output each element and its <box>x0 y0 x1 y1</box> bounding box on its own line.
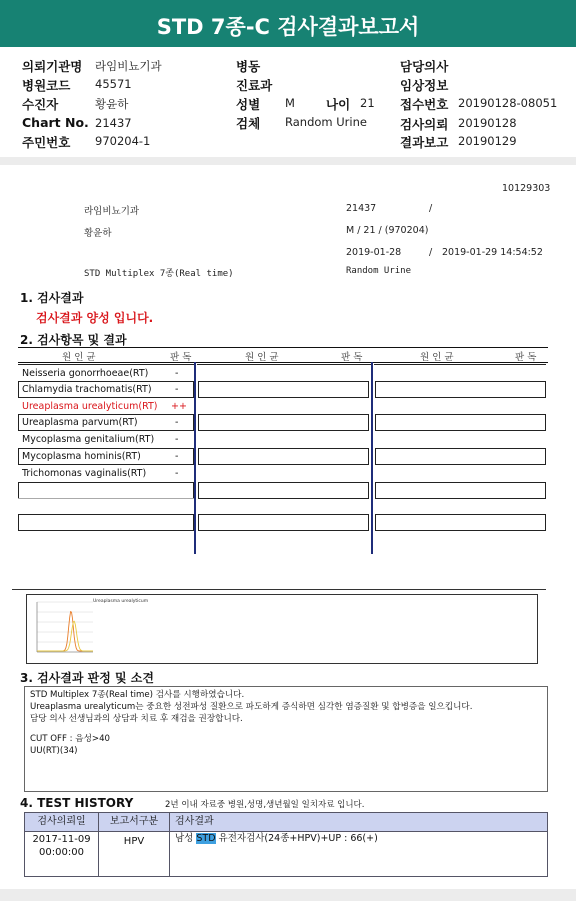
finding-line: STD Multiplex 7종(Real time) 검사를 시행하였습니다. <box>30 690 245 700</box>
label-resident-number: 주민번호 <box>22 135 71 150</box>
col-report-type: 보고서구분 <box>99 813 170 831</box>
history-result-highlight: STD <box>196 833 216 844</box>
label-sex: 성별 <box>236 97 261 112</box>
history-col-divider <box>169 830 170 876</box>
empty-result-row <box>198 514 369 531</box>
label-report-date: 결과보고 <box>400 135 449 150</box>
history-result <box>175 830 378 844</box>
chart-grid <box>37 602 93 652</box>
organism-result: - <box>175 434 179 445</box>
organism-result-positive: ++ <box>171 401 187 412</box>
organism-name-positive: Ureaplasma urealyticum(RT) <box>22 401 158 412</box>
page-bottom-band <box>0 889 576 901</box>
organism-result: - <box>175 368 179 379</box>
organism-name: Chlamydia trachomatis(RT) <box>22 384 152 395</box>
organism-result: - <box>175 468 179 479</box>
label-department: 진료과 <box>236 78 273 93</box>
history-table-header <box>24 812 548 832</box>
report-specimen: Random Urine <box>346 266 412 276</box>
history-time: 00:00:00 <box>39 847 84 858</box>
col-header-reading: 판 독 <box>170 352 192 363</box>
history-type: HPV <box>123 836 145 847</box>
uu-ct-line: UU(RT)(34) <box>30 746 78 756</box>
report-number: 10129303 <box>502 183 551 194</box>
report-sex-age: M / 21 / (970204) <box>346 225 429 236</box>
history-result-prefix: 남성 <box>175 833 197 844</box>
value-sex: M <box>285 96 295 110</box>
label-requesting-institution: 의뢰기관명 <box>22 59 83 74</box>
chart-legend: Ureaplasma urealyticum <box>93 599 149 604</box>
amplification-chart <box>31 596 117 662</box>
value-report-date: 20190129 <box>458 134 517 148</box>
history-date: 2017-11-09 <box>32 834 91 845</box>
organism-result: - <box>175 384 179 395</box>
report-reported: 2019-01-29 14:54:52 <box>442 247 543 258</box>
history-note: 2년 이내 자료중 병원,성명,생년월일 일치자료 입니다. <box>165 800 365 810</box>
column-divider <box>194 362 196 554</box>
col-header-reading: 판 독 <box>341 352 363 363</box>
chart-curve <box>37 612 93 651</box>
value-patient: 황윤하 <box>95 97 129 111</box>
report-test-name: STD Multiplex 7종(Real time) <box>84 269 234 279</box>
label-specimen: 검체 <box>236 116 261 131</box>
col-header-organism: 원 인 균 <box>420 352 454 363</box>
organism-name: Ureaplasma parvum(RT) <box>22 417 138 428</box>
report-chart: 21437 <box>346 203 377 214</box>
amplification-chart-frame <box>26 594 538 664</box>
positive-result-text: 검사결과 양성 입니다. <box>36 311 154 325</box>
empty-result-row <box>375 514 546 531</box>
col-header-organism: 원 인 균 <box>62 352 96 363</box>
col-header-organism: 원 인 균 <box>245 352 279 363</box>
row-line <box>374 364 546 365</box>
label-attending-doctor: 담당의사 <box>400 59 449 74</box>
organism-name: Mycoplasma genitalium(RT) <box>22 434 155 445</box>
report-patient: 황윤하 <box>84 228 112 239</box>
label-chart-no: Chart No. <box>22 115 89 130</box>
value-accession-number: 20190128-08051 <box>458 96 558 110</box>
organism-name: Mycoplasma hominis(RT) <box>22 451 141 462</box>
history-result-suffix: 유전자검사(24종+HPV)+UP : 66(+) <box>215 833 378 844</box>
report-slash: / <box>429 203 433 214</box>
empty-result-row <box>198 414 369 431</box>
header-separator <box>0 157 576 165</box>
organism-result: - <box>175 451 179 462</box>
cutoff-line: CUT OFF : 음성>40 <box>30 734 111 744</box>
label-hospital-code: 병원코드 <box>22 78 71 93</box>
chart-lines <box>37 612 93 651</box>
findings-box <box>24 686 548 792</box>
col-header-reading: 판 독 <box>515 352 537 363</box>
row-line <box>18 364 194 365</box>
value-age: 21 <box>360 96 375 110</box>
label-accession-number: 접수번호 <box>400 97 449 112</box>
empty-result-row <box>18 514 194 531</box>
empty-result-row <box>198 482 369 499</box>
empty-result-row <box>18 482 194 499</box>
value-request-date: 20190128 <box>458 116 517 130</box>
report-received: 2019-01-28 <box>346 247 402 258</box>
empty-result-row <box>375 414 546 431</box>
value-specimen: Random Urine <box>285 115 367 129</box>
row-line <box>18 498 194 499</box>
organism-name: Trichomonas vaginalis(RT) <box>22 468 147 479</box>
col-test-result: 검사결과 <box>175 816 214 827</box>
row-line <box>197 364 371 365</box>
results-table-header <box>18 347 548 363</box>
report-title: STD 7종-C 검사결과보고서 <box>0 0 576 47</box>
value-hospital-code: 45571 <box>95 77 132 91</box>
section3-title: 3. 검사결과 판정 및 소견 <box>20 671 154 685</box>
empty-result-row <box>198 381 369 398</box>
section-divider <box>12 589 546 590</box>
report-hospital: 라임비뇨기과 <box>84 206 140 217</box>
chart-curve <box>37 621 93 651</box>
value-requesting-institution: 라임비뇨기과 <box>95 59 162 73</box>
label-ward: 병동 <box>236 59 261 74</box>
column-divider <box>371 362 373 554</box>
empty-result-row <box>375 482 546 499</box>
report-slash: / <box>429 247 433 258</box>
section4-title: 4. TEST HISTORY <box>20 796 134 810</box>
finding-line: Ureaplasma urealyticum는 중요한 성전파성 질환으로 파도하게 증식하면 심각한 염증질환 및 합병증을 일으킵니다. <box>30 702 473 712</box>
value-resident-number: 970204-1 <box>95 134 151 148</box>
section2-title: 2. 검사항목 및 결과 <box>20 333 127 347</box>
history-row <box>24 830 548 877</box>
empty-result-row <box>375 448 546 465</box>
label-clinical-info: 임상정보 <box>400 78 449 93</box>
empty-result-row <box>375 381 546 398</box>
value-chart-no: 21437 <box>95 116 132 130</box>
organism-result: - <box>175 417 179 428</box>
organism-name: Neisseria gonorrhoeae(RT) <box>22 368 149 379</box>
col-request-date: 검사의뢰일 <box>25 813 99 831</box>
empty-result-row <box>198 448 369 465</box>
label-patient: 수진자 <box>22 97 59 112</box>
label-age: 나이 <box>326 97 351 112</box>
finding-line: 담당 의사 선생님과의 상담과 치료 후 재검을 권장합니다. <box>30 714 243 724</box>
label-request-date: 검사의뢰 <box>400 117 449 132</box>
section1-title: 1. 검사결과 <box>20 291 84 305</box>
